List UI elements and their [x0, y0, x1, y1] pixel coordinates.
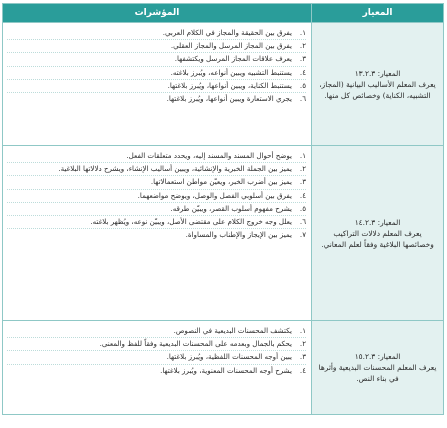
item-text: يستنبط الكناية، ويبين أنواعها، ويُبرز بلاغتها.: [167, 80, 292, 90]
list-item: [7, 175, 306, 188]
item-text: يميز بين الجملة الخبرية والإنشائية، ويبين أساليب الإنشاء، ويشرح دلالاتها البلاغية.: [58, 164, 292, 174]
item-number: ٣.: [299, 54, 306, 64]
list-item: [7, 162, 306, 175]
header-standard: المعيار: [312, 4, 444, 23]
indicators-cell: [3, 321, 312, 415]
standard-cell: [312, 321, 444, 415]
item-text: يفرق بين الحقيقة والمجاز في الكلام العربي.: [162, 28, 292, 37]
list-item: [7, 52, 306, 65]
table-row: [3, 146, 444, 321]
standard-code: المعيار: ١٣.٢.٣: [354, 68, 401, 78]
item-number: ١.: [299, 28, 306, 37]
standard-code: المعيار: ١٤.٢.٣: [354, 217, 401, 227]
list-item: [7, 189, 306, 202]
item-number: ٦.: [299, 217, 306, 227]
item-number: ٢.: [299, 339, 306, 349]
item-text: يعرف علاقات المجاز المرسل ويكتشفها.: [174, 54, 292, 64]
item-text: يجري الاستعارة ويبين أنواعها، ويُبرز بلاغتها.: [166, 94, 292, 104]
table-header-row: [3, 4, 444, 23]
standard-cell: [312, 146, 444, 321]
table-row: [3, 23, 444, 146]
item-number: ١.: [299, 326, 306, 335]
item-number: ٤.: [299, 190, 306, 200]
list-item: [7, 364, 306, 377]
item-number: ١.: [299, 151, 306, 160]
standard-code: المعيار: ١٥.٢.٣: [354, 352, 401, 361]
item-text: يوضح أحوال المسند والمسند إليه، ويحدد متعلقات الفعل.: [126, 151, 292, 160]
item-text: يميز بين أضرب الخبر، ويعيّن مواطن استعمالاتها.: [150, 177, 292, 187]
standards-table-wrapper: [3, 3, 444, 415]
indicators-cell: [3, 146, 312, 321]
item-number: ٤.: [299, 365, 306, 375]
item-number: ٥.: [299, 203, 306, 213]
standard-description: يعرف المعلم دلالات التراكيب وخصائصها البلاغية وفقاً لعلم المعاني.: [321, 228, 434, 249]
list-item: [7, 228, 306, 241]
item-number: ٦.: [299, 94, 306, 104]
item-number: ٢.: [299, 164, 306, 174]
standard-description: يعرف المعلم الأساليب البيانية (المجاز، التشبيه، الكناية) وخصائص كل منها.: [319, 79, 436, 100]
item-text: يستنبط التشبيه ويبين أنواعه، ويُبرز بلاغته.: [170, 67, 292, 77]
item-number: ٤.: [299, 67, 306, 77]
table-row: [3, 321, 444, 415]
list-item: [7, 325, 306, 337]
item-text: يفرق بين المجاز المرسل والمجاز العقلي.: [170, 41, 292, 51]
item-number: ٣.: [299, 352, 306, 362]
item-text: يفرق بين أسلوبي الفصل والوصل، ويوضح مواضعهما.: [137, 190, 292, 200]
list-item: [7, 150, 306, 162]
list-item: [7, 350, 306, 363]
item-text: يشرح مفهوم أسلوب القصر، ويبيّن طرقه.: [170, 203, 292, 213]
item-text: يعلل وجه خروج الكلام على مقتضى الأصل، ويبيّن نوعه، ويُظهر بلاغته.: [90, 217, 292, 227]
item-text: يكتشف المحسنات البديعية في النصوص.: [173, 326, 292, 335]
list-item: [7, 39, 306, 52]
item-text: يشرح أوجه المحسنات المعنوية، ويُبرز بلاغتها.: [160, 365, 292, 375]
standard-cell: [312, 23, 444, 146]
item-number: ٢.: [299, 41, 306, 51]
indicators-list: [7, 150, 306, 241]
item-number: ٧.: [299, 230, 306, 240]
item-text: يميز بين الإيجاز والإطناب والمساواة.: [185, 230, 292, 240]
indicators-list: [7, 27, 306, 105]
standards-table: [2, 3, 444, 415]
standard-description: يعرف المعلم المحسنات البديعية وأثرها في بناء النص.: [318, 363, 437, 383]
header-indicators: المؤشرات: [3, 4, 312, 23]
list-item: [7, 66, 306, 79]
item-text: يحكم بالجمال وبعدمه على المحسنات البديعية وفقاً للفظ والمعنى.: [99, 339, 292, 349]
list-item: [7, 215, 306, 228]
list-item: [7, 27, 306, 39]
item-text: يبين أوجه المحسنات اللفظية، ويُبرز بلاغتها.: [166, 352, 292, 362]
list-item: [7, 337, 306, 350]
list-item: [7, 92, 306, 105]
indicators-list: [7, 325, 306, 377]
list-item: [7, 202, 306, 215]
indicators-cell: [3, 23, 312, 146]
item-number: ٣.: [299, 177, 306, 187]
item-number: ٥.: [299, 80, 306, 90]
list-item: [7, 79, 306, 92]
